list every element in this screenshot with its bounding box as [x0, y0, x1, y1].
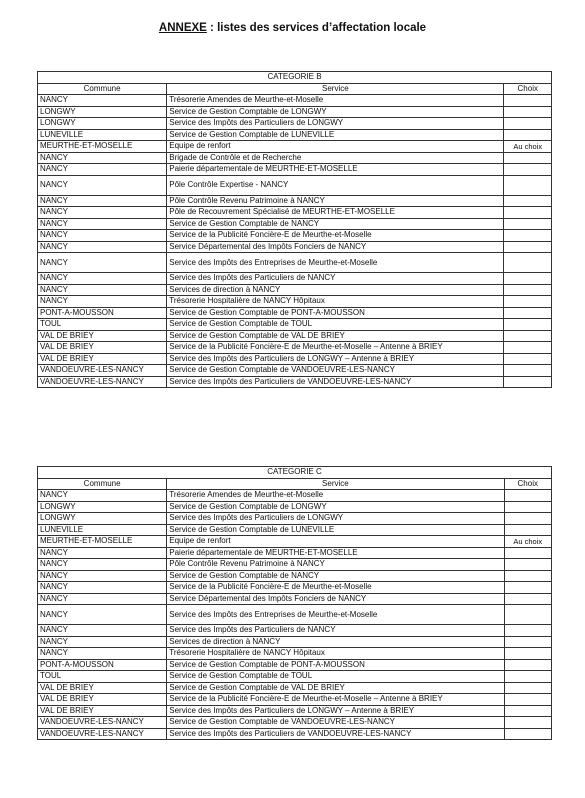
cell-choix[interactable] [504, 218, 552, 230]
cell-service: Service Départemental des Impôts Fonciers de NANCY [167, 593, 504, 605]
page-title-prefix: ANNEXE [158, 22, 207, 34]
table-row [38, 353, 552, 365]
cell-choix[interactable] [504, 582, 551, 594]
cell-choix[interactable] [504, 671, 551, 683]
cell-choix[interactable] [504, 513, 551, 525]
table-row [38, 330, 552, 342]
cell-choix[interactable] [504, 195, 552, 207]
cell-commune: NANCY [38, 636, 167, 648]
cell-choix[interactable] [504, 152, 552, 164]
table-row [38, 625, 552, 637]
cell-commune: NANCY [38, 570, 167, 582]
cell-choix[interactable] [504, 717, 551, 729]
cell-choix[interactable] [504, 682, 551, 694]
cell-choix[interactable] [504, 524, 551, 536]
cell-choix[interactable] [504, 570, 551, 582]
categorie-b-title: CATEGORIE B [38, 72, 552, 84]
cell-service: Pôle Contrôle Revenu Patrimoine à NANCY [167, 559, 504, 571]
categorie-b-rows [38, 95, 552, 388]
cell-choix[interactable] [504, 353, 552, 365]
cell-commune: NANCY [38, 95, 167, 107]
table-row [38, 319, 552, 331]
page-title-text: : listes des services d’affectation locale [206, 22, 427, 34]
cell-choix[interactable] [504, 307, 552, 319]
cell-commune: PONT-A-MOUSSON [38, 659, 167, 671]
table-row [38, 671, 552, 683]
table-row [38, 490, 552, 502]
cell-choix[interactable] [504, 342, 552, 354]
cell-commune: NANCY [38, 547, 167, 559]
cell-service: Service de la Publicité Foncière-E de Meurthe-et-Moselle [167, 230, 504, 242]
cell-service: Trésorerie Hospitalière de NANCY Hôpitaux [167, 296, 504, 308]
cell-commune: LONGWY [38, 501, 167, 513]
table-row [38, 95, 552, 107]
cell-service: Service de la Publicité Foncière-E de Meurthe-et-Moselle [167, 582, 504, 594]
table-row [38, 559, 552, 571]
cell-service: Service de Gestion Comptable de VANDOEUVRE-LES-NANCY [167, 717, 504, 729]
header-service: Service [167, 478, 504, 490]
cell-service: Service des Impôts des Particuliers de LONGWY – Antenne à BRIEY [167, 705, 504, 717]
cell-choix[interactable] [504, 253, 552, 273]
table-row [38, 230, 552, 242]
cell-choix[interactable] [504, 230, 552, 242]
cell-choix[interactable] [504, 118, 552, 130]
cell-commune: NANCY [38, 253, 167, 273]
cell-commune: VAL DE BRIEY [38, 694, 167, 706]
cell-choix[interactable] [504, 625, 551, 637]
table-row [38, 365, 552, 377]
cell-service: Pôle Contrôle Revenu Patrimoine à NANCY [167, 195, 504, 207]
cell-choix[interactable] [504, 605, 551, 625]
cell-service: Service des Impôts des Entreprises de Meurthe-et-Moselle [167, 253, 504, 273]
table-row [38, 570, 552, 582]
table-row [38, 593, 552, 605]
table-categorie-c [37, 466, 552, 740]
table-row [38, 728, 552, 740]
cell-service: Service de la Publicité Foncière-E de Meurthe-et-Moselle – Antenne à BRIEY [167, 694, 504, 706]
table-row [38, 547, 552, 559]
cell-commune: NANCY [38, 284, 167, 296]
header-service: Service [167, 83, 504, 95]
table-row [38, 253, 552, 273]
cell-service: Services de direction à NANCY [167, 284, 504, 296]
header-choix: Choix [504, 478, 551, 490]
table-row [38, 106, 552, 118]
cell-choix[interactable] [504, 376, 552, 388]
cell-service: Service de Gestion Comptable de TOUL [167, 671, 504, 683]
table-row [38, 342, 552, 354]
cell-choix[interactable]: Au choix [504, 141, 552, 153]
table-row [38, 513, 552, 525]
header-commune: Commune [38, 83, 167, 95]
cell-service: Brigade de Contrôle et de Recherche [167, 152, 504, 164]
cell-choix[interactable] [504, 95, 552, 107]
cell-service: Service de Gestion Comptable de VANDOEUVRE-LES-NANCY [167, 365, 504, 377]
table-row [38, 582, 552, 594]
cell-commune: LUNEVILLE [38, 129, 167, 141]
cell-commune: NANCY [38, 152, 167, 164]
cell-service: Service des Impôts des Particuliers de NANCY [167, 625, 504, 637]
table-row [38, 218, 552, 230]
cell-commune: MEURTHE-ET-MOSELLE [38, 536, 167, 548]
cell-commune: NANCY [38, 195, 167, 207]
cell-commune: TOUL [38, 671, 167, 683]
table-row [38, 207, 552, 219]
cell-service: Service de Gestion Comptable de PONT-A-MOUSSON [167, 307, 504, 319]
cell-commune: NANCY [38, 207, 167, 219]
cell-choix[interactable] [504, 273, 552, 285]
cell-choix[interactable] [504, 559, 551, 571]
header-commune: Commune [38, 478, 167, 490]
cell-service: Service de Gestion Comptable de VAL DE BRIEY [167, 682, 504, 694]
cell-choix[interactable]: Au choix [504, 536, 551, 548]
cell-choix[interactable] [504, 705, 551, 717]
cell-commune: VAL DE BRIEY [38, 330, 167, 342]
cell-choix[interactable] [504, 284, 552, 296]
table-row [38, 694, 552, 706]
cell-choix[interactable] [504, 129, 552, 141]
cell-service: Service de Gestion Comptable de LONGWY [167, 501, 504, 513]
table-row [38, 717, 552, 729]
table-row [38, 636, 552, 648]
table-row [38, 536, 552, 548]
table-categorie-b [37, 71, 552, 388]
cell-choix[interactable] [504, 636, 551, 648]
cell-choix[interactable] [504, 659, 551, 671]
cell-commune: NANCY [38, 648, 167, 660]
table-row [38, 376, 552, 388]
cell-commune: NANCY [38, 175, 167, 195]
cell-commune: VAL DE BRIEY [38, 342, 167, 354]
table-row [38, 195, 552, 207]
table-row [38, 284, 552, 296]
cell-choix[interactable] [504, 207, 552, 219]
cell-commune: NANCY [38, 164, 167, 176]
table-row [38, 659, 552, 671]
cell-choix[interactable] [504, 648, 551, 660]
cell-commune: NANCY [38, 559, 167, 571]
cell-choix[interactable] [504, 175, 552, 195]
cell-commune: VANDOEUVRE-LES-NANCY [38, 365, 167, 377]
table-row [38, 273, 552, 285]
cell-service: Paierie départementale de MEURTHE-ET-MOSELLE [167, 164, 504, 176]
cell-service: Equipe de renfort [167, 536, 504, 548]
cell-choix[interactable] [504, 365, 552, 377]
cell-service: Service de Gestion Comptable de NANCY [167, 218, 504, 230]
cell-commune: VAL DE BRIEY [38, 353, 167, 365]
cell-service: Service des Impôts des Particuliers de NANCY [167, 273, 504, 285]
cell-commune: NANCY [38, 230, 167, 242]
cell-commune: VANDOEUVRE-LES-NANCY [38, 717, 167, 729]
cell-choix[interactable] [504, 106, 552, 118]
cell-service: Pôle Contrôle Expertise - NANCY [167, 175, 504, 195]
cell-service: Service de Gestion Comptable de LUNEVILLE [167, 524, 504, 536]
table-row [38, 118, 552, 130]
cell-commune: NANCY [38, 582, 167, 594]
table-row [38, 501, 552, 513]
table-row [38, 164, 552, 176]
cell-service: Trésorerie Hospitalière de NANCY Hôpitaux [167, 648, 504, 660]
cell-commune: NANCY [38, 218, 167, 230]
cell-commune: PONT-A-MOUSSON [38, 307, 167, 319]
cell-service: Trésorerie Amendes de Meurthe-et-Moselle [167, 95, 504, 107]
table-row [38, 141, 552, 153]
categorie-c-title: CATEGORIE C [38, 467, 552, 479]
cell-commune: VAL DE BRIEY [38, 682, 167, 694]
cell-choix[interactable] [504, 330, 552, 342]
cell-choix[interactable] [504, 241, 552, 253]
cell-choix[interactable] [504, 490, 551, 502]
cell-choix[interactable] [504, 728, 551, 740]
cell-choix[interactable] [504, 694, 551, 706]
cell-choix[interactable] [504, 296, 552, 308]
cell-commune: VANDOEUVRE-LES-NANCY [38, 376, 167, 388]
cell-service: Service des Impôts des Particuliers de VANDOEUVRE-LES-NANCY [167, 728, 504, 740]
cell-service: Trésorerie Amendes de Meurthe-et-Moselle [167, 490, 504, 502]
cell-choix[interactable] [504, 593, 551, 605]
cell-service: Service de Gestion Comptable de LONGWY [167, 106, 504, 118]
cell-commune: LONGWY [38, 118, 167, 130]
cell-service: Service de Gestion Comptable de LUNEVILLE [167, 129, 504, 141]
table-row [38, 152, 552, 164]
cell-commune: NANCY [38, 273, 167, 285]
cell-service: Service des Impôts des Particuliers de VANDOEUVRE-LES-NANCY [167, 376, 504, 388]
cell-service: Pôle de Recouvrement Spécialisé de MEURTHE-ET-MOSELLE [167, 207, 504, 219]
cell-choix[interactable] [504, 319, 552, 331]
cell-service: Service de Gestion Comptable de NANCY [167, 570, 504, 582]
cell-service: Service de Gestion Comptable de VAL DE BRIEY [167, 330, 504, 342]
cell-service: Service des Impôts des Particuliers de LONGWY [167, 118, 504, 130]
cell-choix[interactable] [504, 501, 551, 513]
cell-commune: VANDOEUVRE-LES-NANCY [38, 728, 167, 740]
cell-commune: TOUL [38, 319, 167, 331]
table-row [38, 307, 552, 319]
cell-commune: LUNEVILLE [38, 524, 167, 536]
cell-service: Service de la Publicité Foncière-E de Meurthe-et-Moselle – Antenne à BRIEY [167, 342, 504, 354]
table-row [38, 296, 552, 308]
cell-commune: MEURTHE-ET-MOSELLE [38, 141, 167, 153]
table-row [38, 705, 552, 717]
cell-commune: NANCY [38, 241, 167, 253]
table-row [38, 241, 552, 253]
cell-service: Paierie départementale de MEURTHE-ET-MOSELLE [167, 547, 504, 559]
table-row [38, 605, 552, 625]
cell-commune: NANCY [38, 296, 167, 308]
header-choix: Choix [504, 83, 552, 95]
cell-choix[interactable] [504, 547, 551, 559]
cell-commune: LONGWY [38, 513, 167, 525]
cell-service: Services de direction à NANCY [167, 636, 504, 648]
cell-service: Service de Gestion Comptable de PONT-A-MOUSSON [167, 659, 504, 671]
cell-choix[interactable] [504, 164, 552, 176]
cell-commune: NANCY [38, 605, 167, 625]
table-row [38, 175, 552, 195]
cell-service: Service Départemental des Impôts Fonciers de NANCY [167, 241, 504, 253]
cell-service: Service des Impôts des Particuliers de LONGWY [167, 513, 504, 525]
cell-commune: NANCY [38, 490, 167, 502]
cell-service: Service de Gestion Comptable de TOUL [167, 319, 504, 331]
cell-service: Service des Impôts des Entreprises de Meurthe-et-Moselle [167, 605, 504, 625]
cell-commune: NANCY [38, 593, 167, 605]
cell-commune: LONGWY [38, 106, 167, 118]
cell-commune: VAL DE BRIEY [38, 705, 167, 717]
cell-service: Equipe de renfort [167, 141, 504, 153]
cell-commune: NANCY [38, 625, 167, 637]
cell-service: Service des Impôts des Particuliers de LONGWY – Antenne à BRIEY [167, 353, 504, 365]
table-row [38, 648, 552, 660]
table-row [38, 682, 552, 694]
categorie-c-rows [38, 490, 552, 740]
page-title [0, 22, 585, 34]
table-row [38, 524, 552, 536]
table-row [38, 129, 552, 141]
